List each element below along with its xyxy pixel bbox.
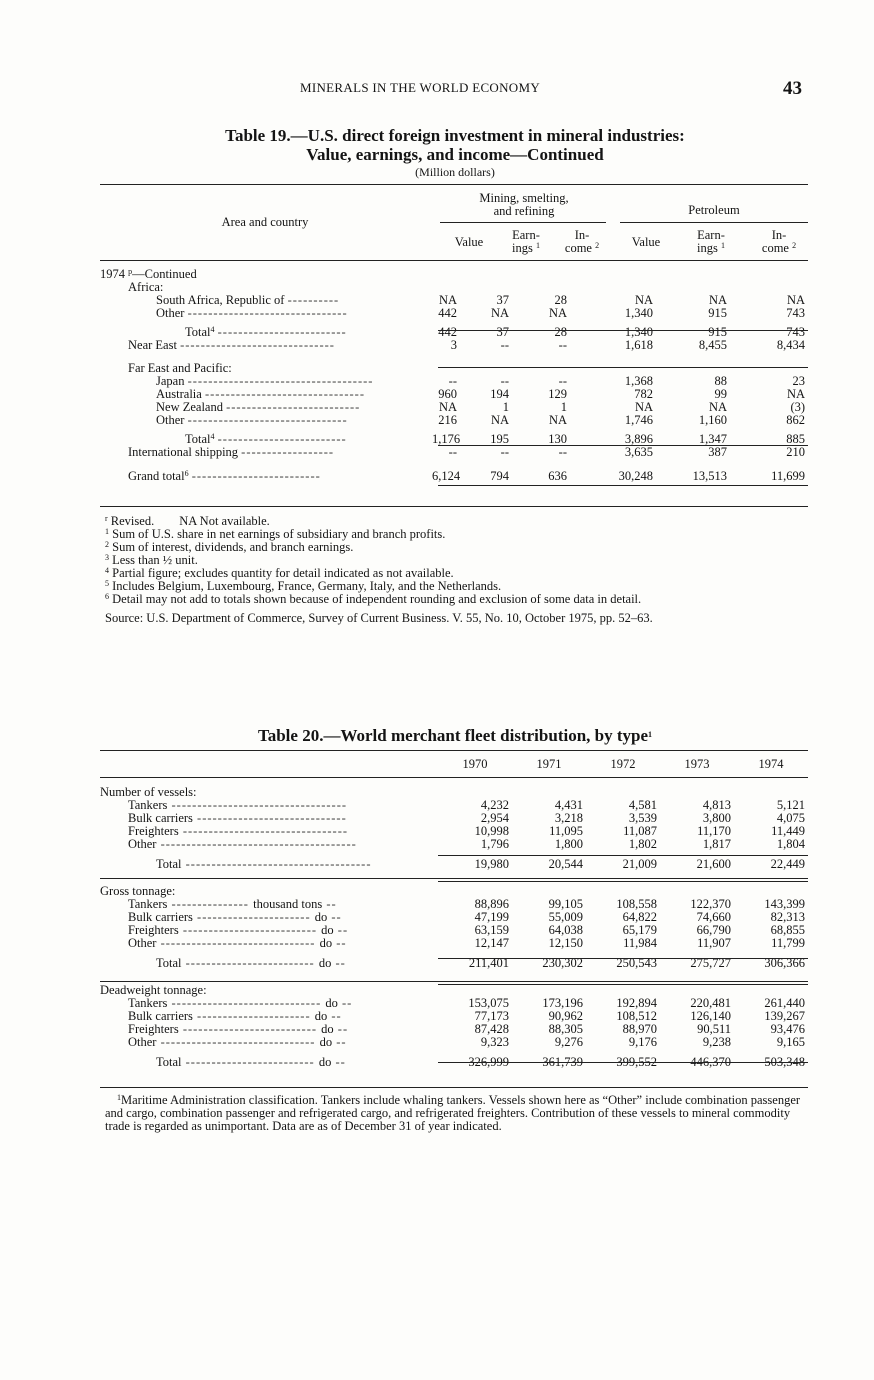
hdr-come-sup-2: 2 <box>792 241 797 250</box>
table-row: South Africa, Republic of ---------- NA 37 28 NA NA NA <box>156 293 806 307</box>
cell-value: 503,348 <box>764 1055 806 1069</box>
row-label: Tankers <box>128 898 168 911</box>
row-label: Tankers <box>128 997 168 1010</box>
table-row: Other -------------------------------------- 1,796 1,800 1,802 1,817 1,804 <box>100 838 808 851</box>
year-col: 1971 <box>536 757 562 771</box>
year-col: 1972 <box>610 757 636 771</box>
cell-value: 1,796 <box>480 837 509 851</box>
cell-value: 220,481 <box>690 996 731 1010</box>
subtotal-rule <box>438 855 808 856</box>
table-row: Other ------------------------------ do -- 12,147 12,150 11,984 11,907 11,799 <box>100 937 808 950</box>
table19-group-petroleum: Petroleum <box>688 203 740 217</box>
row-label: Total <box>185 433 211 446</box>
unit-label: do <box>325 997 338 1010</box>
table19-mining-rule <box>440 222 606 223</box>
cell-value: 99,105 <box>548 897 583 911</box>
cell-value: 11,799 <box>771 936 806 950</box>
hdr-earn-sup-2: 1 <box>720 241 725 250</box>
unit-label: do <box>318 957 332 970</box>
cell-value: 139,267 <box>764 1009 806 1023</box>
row-label: Total <box>156 858 182 871</box>
cell-value: 74,660 <box>696 910 731 924</box>
cell-value: 21,009 <box>622 857 657 871</box>
far-east-heading: Far East and Pacific: <box>128 362 232 375</box>
hdr-come-sup: 2 <box>595 241 600 250</box>
row-label: Grand total <box>128 470 185 483</box>
cell-value: 19,980 <box>474 857 509 871</box>
table-row: Bulk carriers ----------------------------- 2,954 3,218 3,539 3,800 4,075 <box>100 812 808 825</box>
cell-value: 143,399 <box>764 897 806 911</box>
hdr-ings: ings <box>512 241 533 255</box>
table-row: Other ------------------------------- 216 NA NA 1,746 1,160 862 <box>156 413 806 427</box>
unit-label: do <box>314 911 328 924</box>
hdr-in: In- <box>574 228 590 242</box>
row-label: Japan <box>156 375 185 388</box>
cell-value: 87,428 <box>474 1022 509 1036</box>
table20-header-rule <box>100 777 808 778</box>
hdr-income-1 <box>554 229 610 255</box>
cell-value: 11,984 <box>623 936 657 950</box>
cell-value: 82,313 <box>770 910 806 924</box>
section-heading-row <box>100 786 808 799</box>
cell-value: 446,370 <box>690 1055 731 1069</box>
table20-year-header <box>438 758 808 771</box>
section-heading: Gross tonnage: <box>100 885 176 898</box>
table-row: Tankers --------------- thousand tons -- 88,896 99,105 108,558 122,370 143,399 <box>100 898 808 911</box>
cell-value: 3,218 <box>554 811 583 825</box>
table-row <box>100 268 808 281</box>
table20-bottom-rule <box>100 1087 808 1088</box>
cell-value: 326,999 <box>468 1055 509 1069</box>
cell-value: 9,238 <box>702 1035 731 1049</box>
section-rule <box>100 878 808 879</box>
total-row: Total ------------------------- do -- 211,401 230,302 250,543 275,727 306,366 <box>100 957 808 970</box>
hdr-earn: Earn- <box>512 228 540 242</box>
cell-value: 20,544 <box>548 857 583 871</box>
cell-value: 306,366 <box>764 956 806 970</box>
row-label: Freighters <box>128 1023 179 1036</box>
subtotal-rule <box>438 445 808 446</box>
cell-value: 68,855 <box>770 923 806 937</box>
table-row: Other ------------------------------ do -- 9,323 9,276 9,176 9,238 9,165 <box>100 1036 808 1049</box>
table-row: Other ------------------------------- 442 NA NA 1,340 915 743 <box>156 306 806 320</box>
table-row: Total$^4$ ------------------------- 1,176 195 130 3,896 1,347 885 <box>185 432 806 446</box>
table-row: Near East ------------------------------ 3 -- -- 1,618 8,455 8,434 <box>128 338 806 352</box>
cell-value: 153,075 <box>468 996 509 1010</box>
cell-value: 88,896 <box>474 897 509 911</box>
cell-value: 192,894 <box>616 996 657 1010</box>
row-label: Total <box>156 957 182 970</box>
hdr-income-2 <box>748 229 810 255</box>
hdr-earn-2: Earn- <box>697 228 725 242</box>
cell-value: 88,305 <box>548 1022 583 1036</box>
cell-value: 5,121 <box>776 798 806 812</box>
table-row: Australia ------------------------------- 960 194 129 782 99 NA <box>156 387 806 401</box>
group-mining-line1: Mining, smelting, <box>479 191 569 205</box>
cell-value: 66,790 <box>696 923 731 937</box>
unit-label: do <box>321 1023 334 1036</box>
cell-value: 11,449 <box>771 824 806 838</box>
row-label: Bulk carriers <box>128 1010 193 1023</box>
table19-unit: (Million dollars) <box>415 165 495 179</box>
table19-title-line2: Value, earnings, and income—Continued <box>306 145 604 164</box>
section-rule <box>438 984 808 985</box>
cell-value: 65,179 <box>622 923 657 937</box>
row-label: Bulk carriers <box>128 911 193 924</box>
table20-footnote <box>105 1094 811 1133</box>
unit-label: do <box>314 1010 328 1023</box>
cell-value: 4,581 <box>628 798 657 812</box>
row-label: Other <box>156 414 185 427</box>
table-row: International shipping ------------------ -- -- -- 3,635 387 210 <box>128 445 806 459</box>
cell-value: 1,802 <box>628 837 657 851</box>
hdr-in-2: In- <box>771 228 787 242</box>
row-label: Total <box>185 326 211 339</box>
cell-value: 22,449 <box>770 857 806 871</box>
cell-value: 4,232 <box>480 798 509 812</box>
cell-value: 63,159 <box>474 923 509 937</box>
cell-value: 9,323 <box>480 1035 509 1049</box>
cell-value: 1,804 <box>776 837 806 851</box>
table19-col-area: Area and country <box>221 215 309 229</box>
row-label: Tankers <box>128 799 168 812</box>
table19-body <box>100 268 808 483</box>
table-row: New Zealand -------------------------- NA 1 1 NA NA (3) <box>156 400 806 414</box>
row-label: New Zealand <box>156 401 223 414</box>
total-row: Total ------------------------- do -- 326,999 361,739 399,552 446,370 503,348 <box>100 1056 808 1069</box>
table19-bottom-rule <box>100 506 808 507</box>
table-row: Freighters -------------------------- do -- 87,428 88,305 88,970 90,511 93,476 <box>100 1023 808 1036</box>
cell-value: 3,800 <box>702 811 731 825</box>
footnote: $^r$ Revised. NA Not available. <box>105 514 270 528</box>
year-col: 1974 <box>758 757 784 771</box>
cell-value: 2,954 <box>480 811 509 825</box>
cell-value: 88,970 <box>622 1022 657 1036</box>
hdr-come-2: come <box>761 241 789 255</box>
africa-heading: Africa: <box>128 281 164 294</box>
cell-value: 261,440 <box>764 996 806 1010</box>
table19-group-mining <box>440 192 608 218</box>
table19-title <box>100 126 810 164</box>
hdr-earn-sup: 1 <box>535 241 540 250</box>
table20-top-rule <box>100 750 808 751</box>
row-label: Other <box>128 1036 157 1049</box>
subtotal-rule <box>438 330 808 331</box>
footnote: $^3$ Less than ½ unit. <box>105 553 198 567</box>
cell-value: 9,176 <box>628 1035 657 1049</box>
cell-value: 12,150 <box>548 936 583 950</box>
cell-value: 11,087 <box>623 824 657 838</box>
footnote-symbol: 1 <box>117 1093 121 1102</box>
cell-value: 11,095 <box>549 824 583 838</box>
section-heading: Number of vessels: <box>100 786 197 799</box>
table20-title-text: Table 20.—World merchant fleet distribution, by type <box>257 726 649 745</box>
row-label: South Africa, Republic of <box>156 294 285 307</box>
unit-label: do <box>318 1056 332 1069</box>
table19-source: Source: U.S. Department of Commerce, Survey of Current Business. V. 55, No. 10, October 1975, pp. 52–63. <box>105 611 653 625</box>
cell-value: 47,199 <box>474 910 509 924</box>
footnote: $^2$ Sum of interest, dividends, and branch earnings. <box>105 540 354 554</box>
row-label: Other <box>128 838 157 851</box>
hdr-earnings-2 <box>680 229 742 255</box>
table-row: Grand total$^6$ ------------------------- 6,124 794 636 30,248 13,513 11,699 <box>128 469 806 483</box>
cell-value: 173,196 <box>542 996 583 1010</box>
hdr-come: come <box>564 241 592 255</box>
cell-value: 4,075 <box>776 811 806 825</box>
cell-value: 275,727 <box>690 956 731 970</box>
table-row: Total$^4$ ------------------------- 442 37 28 1,340 915 743 <box>185 325 806 339</box>
cell-value: 93,476 <box>770 1022 806 1036</box>
cell-value: 3,539 <box>628 811 657 825</box>
cell-value: 108,512 <box>616 1009 657 1023</box>
cell-value: 108,558 <box>616 897 657 911</box>
cell-value: 90,511 <box>697 1022 731 1036</box>
cell-value: 9,276 <box>554 1035 583 1049</box>
cell-value: 1,817 <box>702 837 731 851</box>
cell-value: 21,600 <box>696 857 731 871</box>
footnote: $^1$ Sum of U.S. share in net earnings of subsidiary and branch profits. <box>105 527 446 541</box>
section-heading: Deadweight tonnage: <box>100 984 207 997</box>
cell-value: 230,302 <box>542 956 583 970</box>
section-rule <box>438 485 808 486</box>
section-rule <box>438 367 808 368</box>
unit-label: do <box>319 937 333 950</box>
table-row: Tankers ---------------------------------- 4,232 4,431 4,581 4,813 5,121 <box>100 799 808 812</box>
cell-value: 11,170 <box>697 824 731 838</box>
section-rule <box>100 981 808 982</box>
row-label: Other <box>156 307 185 320</box>
cell-value: 1,800 <box>554 837 583 851</box>
page-number: 43 <box>783 78 802 99</box>
running-title: MINERALS IN THE WORLD ECONOMY <box>300 80 541 95</box>
cell-value: 250,543 <box>616 956 657 970</box>
table20-body <box>100 786 808 1069</box>
cell-value: 4,813 <box>702 798 731 812</box>
cell-value: 361,739 <box>542 1055 583 1069</box>
row-label: Total <box>156 1056 182 1069</box>
row-label: Other <box>128 937 157 950</box>
running-header <box>0 80 874 100</box>
row-label: International shipping <box>128 446 239 459</box>
cell-value: 10,998 <box>474 824 509 838</box>
footnote: $^4$ Partial figure; excludes quantity for detail indicated as not available. <box>105 566 454 580</box>
table19-title-line1: Table 19.—U.S. direct foreign investment in mineral industries: <box>225 126 685 145</box>
hdr-ings-2: ings <box>697 241 718 255</box>
row-label: Near East <box>128 339 177 352</box>
cell-value: 9,165 <box>776 1035 806 1049</box>
footnote: $^6$ Detail may not add to totals shown because of independent rounding and exclusion of some data in detail. <box>105 592 642 606</box>
row-label: Freighters <box>128 825 179 838</box>
subtotal-rule <box>438 958 808 959</box>
cell-value: 122,370 <box>690 897 731 911</box>
table19-top-rule <box>100 184 808 185</box>
row-label: Australia <box>156 388 202 401</box>
cell-value: 4,431 <box>554 798 583 812</box>
unit-label: do <box>319 1036 333 1049</box>
cell-value: 11,907 <box>697 936 731 950</box>
unit-label: do <box>321 924 334 937</box>
cell-value: 77,173 <box>474 1009 509 1023</box>
cell-value: 64,822 <box>622 910 657 924</box>
subtotal-rule <box>438 1062 808 1063</box>
footnote: $^5$ Includes Belgium, Luxembourg, France, Germany, Italy, and the Netherlands. <box>105 579 502 593</box>
table19-header-rule <box>100 260 808 261</box>
total-row: Total ------------------------------------ 19,980 20,544 21,009 21,600 22,449 <box>100 858 808 871</box>
table-row: Bulk carriers ---------------------- do -- 77,173 90,962 108,512 126,140 139,267 <box>100 1010 808 1023</box>
hdr-value-2: Value <box>631 235 661 249</box>
cell-value: 126,140 <box>690 1009 731 1023</box>
unit-label: thousand tons <box>253 898 323 911</box>
year-col: 1970 <box>462 757 488 771</box>
table19-petroleum-rule <box>620 222 808 223</box>
table20-title <box>100 726 810 745</box>
table19-footnotes <box>105 515 810 625</box>
table-row: Tankers ----------------------------- do -- 153,075 173,196 192,894 220,481 261,440 <box>100 997 808 1010</box>
cell-value: 55,009 <box>548 910 583 924</box>
year-label: 1974 $^p$—Continued <box>100 268 197 281</box>
hdr-value-1: Value <box>454 235 484 249</box>
row-label: Bulk carriers <box>128 812 193 825</box>
table-row: Freighters -------------------------------- 10,998 11,095 11,087 11,170 11,449 <box>100 825 808 838</box>
table-row: Freighters -------------------------- do -- 63,159 64,038 65,179 66,790 68,855 <box>100 924 808 937</box>
cell-value: 399,552 <box>616 1055 657 1069</box>
hdr-earnings-1 <box>498 229 554 255</box>
cell-value: 211,401 <box>468 956 509 970</box>
row-label: Freighters <box>128 924 179 937</box>
group-mining-line2: and refining <box>493 204 555 218</box>
table-row: Bulk carriers ---------------------- do -- 47,199 55,009 64,822 74,660 82,313 <box>100 911 808 924</box>
table-row: Japan ------------------------------------ -- -- -- 1,368 88 23 <box>156 374 806 388</box>
cell-value: 12,147 <box>474 936 509 950</box>
footnote-text: Maritime Administration classification. Tankers include whaling tankers. Vessels shown here as “Other” include combination passenger and cargo, combination passenger and refrigerated cargo, and refrigerated freighters. Contribution of these vessels to mineral commodity trade is regarded as unimportant. Data are as of December 31 of year indicated. <box>105 1093 801 1133</box>
cell-value: 90,962 <box>548 1009 583 1023</box>
table20-title-sup: 1 <box>648 730 653 739</box>
section-rule <box>438 881 808 882</box>
cell-value: 64,038 <box>548 923 583 937</box>
year-col: 1973 <box>684 757 710 771</box>
